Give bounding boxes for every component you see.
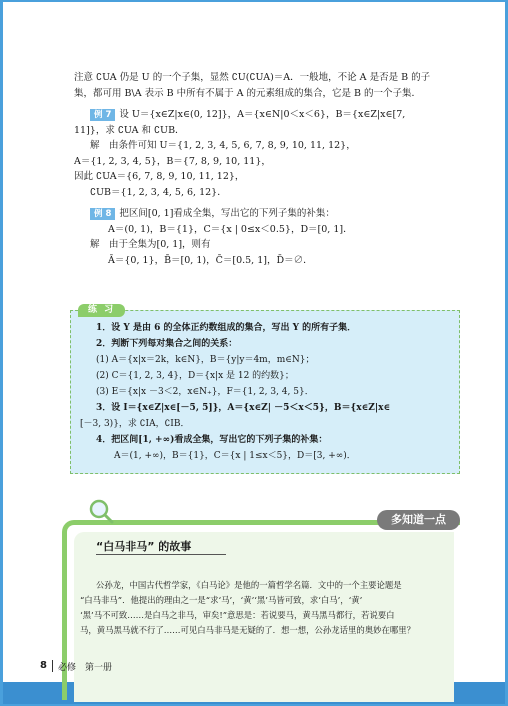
practice-tag: 练 习 (78, 304, 125, 317)
example-7-label: 例 7 (90, 109, 115, 121)
example-7-solution-2: A＝{1, 2, 3, 4, 5}，B＝{7, 8, 9, 10, 11}， (74, 155, 271, 167)
example-7-solution-1: 解 由条件可知 U＝{1, 2, 3, 4, 5, 6, 7, 8, 9, 10, 11, 12}， (90, 140, 356, 151)
story-title-underline (96, 554, 226, 555)
story-line-3: ‘黑’马不可致……是白马之非马，审矣!”意思是：若说要马，黄马黑马都行，若说要白 (80, 610, 395, 620)
story-line-4: 马，黄马黑马就不行了……可见白马非马是无疑的了．想一想，公孙龙话里的奥妙在哪里？ (80, 625, 415, 635)
story-title: “白马非马” 的故事 (96, 540, 192, 553)
intro-line-1: 注意 ∁UA 仍是 U 的一个子集，显然 ∁U(∁UA)＝A．一般地，不论 A 是否是 B 的子 (74, 72, 431, 83)
example-7-line-2: 11]}，求 ∁UA 和 ∁UB． (74, 124, 185, 136)
practice-item-2-2: (2) C＝{1, 2, 3, 4}，D＝{x|x 是 12 的约数}； (96, 371, 294, 381)
practice-item-4: 4．把区间[1, +∞)看成全集，写出它的下列子集的补集： (96, 435, 328, 445)
practice-item-2: 2．判断下列每对集合之间的关系： (96, 339, 238, 349)
page-number: 8 (40, 660, 47, 671)
example-7 (74, 107, 450, 123)
practice-item-2-3: (3) E＝{x|x －3＜2，x∈N₊}，F＝{1, 2, 3, 4, 5}． (96, 387, 314, 397)
example-8-line-2: A＝(0, 1)，B＝{1}，C＝{x | 0≤x＜0.5}，D＝[0, 1]． (108, 223, 353, 235)
intro-line-2: 集，都可用 B\A 表示 B 中所有不属于 A 的元素组成的集合，它是 B 的一个子集． (74, 87, 422, 99)
example-8-solution-2: Ā＝{0, 1}，B̄＝[0, 1)，C̄＝[0.5, 1]，D̄＝∅． (108, 254, 313, 266)
book-title: 必修 第一册 (58, 663, 113, 673)
example-8 (74, 206, 450, 222)
know-more-badge: 多知道一点 (377, 510, 460, 530)
example-8-label: 例 8 (90, 208, 115, 220)
practice-item-3-cont: [－3, 3)}，求 ∁IA，∁IB． (80, 419, 190, 429)
practice-item-2-1: (1) A＝{x|x＝2k，k∈N}，B＝{y|y＝4m，m∈N}； (96, 355, 315, 365)
example-8-solution-1: 解 由于全集为[0, 1]，则有 (90, 239, 211, 250)
practice-item-4-cont: A＝(1, +∞)，B＝{1}，C＝{x | 1≤x＜5}，D＝[3, +∞)． (114, 451, 356, 461)
practice-content (80, 320, 452, 464)
example-7-solution-4: ∁UB＝{1, 2, 3, 4, 5, 6, 12}． (90, 186, 227, 198)
example-8-text: 把区间[0, 1]看成全集，写出它的下列子集的补集： (119, 208, 335, 219)
magnifier-icon (88, 498, 114, 524)
footer-divider (52, 660, 53, 672)
example-7-solution-3: 因此 ∁UA＝{6, 7, 8, 9, 10, 11, 12}， (74, 171, 245, 182)
story-line-1: 公孙龙，中国古代哲学家，《白马论》是他的一篇哲学名篇．文中的一个主要论题是 (96, 580, 402, 590)
main-content (74, 70, 450, 268)
practice-item-1: 1．设 Y 是由 6 的全体正约数组成的集合，写出 Y 的所有子集． (96, 323, 357, 333)
example-7-text: 设 U＝{x∈Z|x∈(0, 12]}，A＝{x∈N|0＜x＜6}，B＝{x∈Z|x∈[7, (119, 109, 406, 120)
story-text (80, 578, 450, 638)
story-line-2: “白马非马”．他提出的理由之一是“求‘马’，‘黄’‘黑’马皆可致，求‘白马’，‘黄’ (80, 595, 363, 605)
practice-item-3: 3．设 I＝{x∈Z|x∈[－5, 5]}，A＝{x∈Z| －5＜x＜5}，B＝{x∈Z|x∈ (96, 403, 391, 413)
